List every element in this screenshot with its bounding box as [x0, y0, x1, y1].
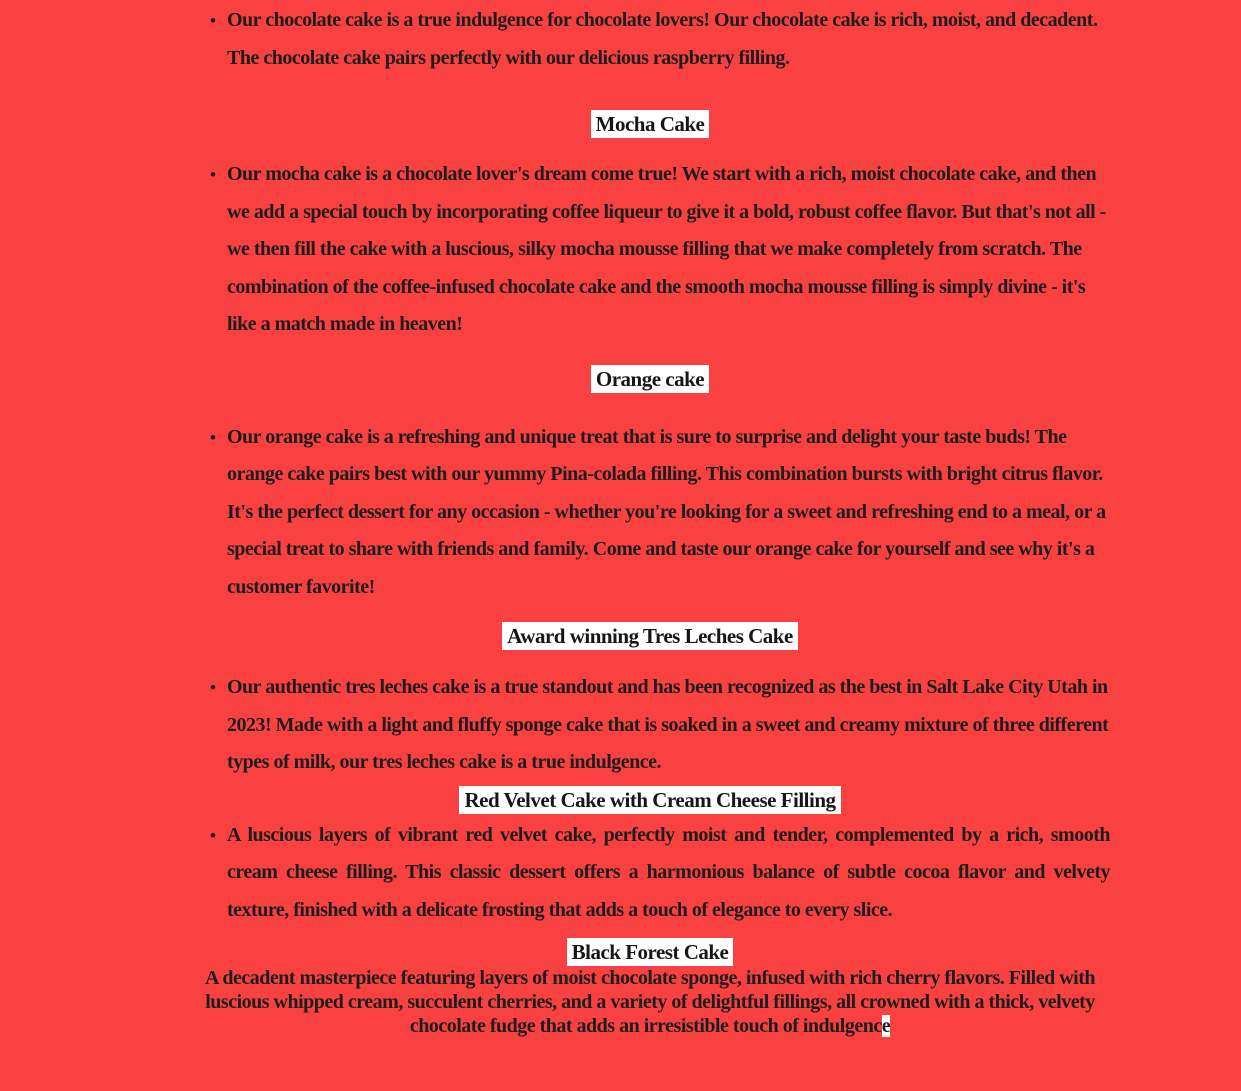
- tres-leches-cake-description: • Our authentic tres leches cake is a true standout and has been recognized as the best in Salt Lake City Utah in 2023! Made with a light and fluffy sponge cake that is soaked in a sweet and creamy mixture of three different types of milk, our tres leches cake is a true indulgence.: [227, 669, 1110, 782]
- mocha-cake-heading: [190, 113, 1110, 136]
- mocha-cake-heading-highlight: Mocha Cake: [591, 110, 710, 138]
- chocolate-cake-description: • Our chocolate cake is a true indulgence for chocolate lovers! Our chocolate cake is rich, moist, and decadent. The chocolate cake pairs perfectly with our delicious raspberry filling.: [227, 2, 1110, 77]
- black-forest-cake-heading: [190, 941, 1110, 964]
- cake-menu-content: [190, 0, 1110, 1038]
- black-forest-cake-highlighted-character: e: [881, 1015, 891, 1037]
- red-velvet-cake-heading: [190, 789, 1110, 812]
- tres-leches-cake-list: [190, 669, 1110, 782]
- orange-cake-heading-highlight: Orange cake: [591, 365, 709, 393]
- black-forest-cake-description-text: A decadent masterpiece featuring layers of moist chocolate sponge, infused with rich cherry flavors. Filled with luscious whipped cream, succulent cherries, and a variety of delightful fillings, all crowned with a thick, velvety chocolate fudge that adds an irresistible touch of indulgenc: [205, 967, 1095, 1037]
- chocolate-cake-list: [190, 2, 1110, 77]
- orange-cake-description: • Our orange cake is a refreshing and unique treat that is sure to surprise and delight your taste buds! The orange cake pairs best with our yummy Pina-colada filling. This combination bursts with bright citrus flavor. It's the perfect dessert for any occasion - whether you're looking for a sweet and refreshing end to a meal, or a special treat to share with friends and family. Come and taste our orange cake for yourself and see why it's a customer favorite!: [227, 419, 1110, 607]
- black-forest-cake-heading-highlight: Black Forest Cake: [567, 938, 734, 966]
- mocha-cake-list: [190, 156, 1110, 344]
- red-velvet-cake-description: • A luscious layers of vibrant red velvet cake, perfectly moist and tender, complemented by a rich, smooth cream cheese filling. This classic dessert offers a harmonious balance of subtle cocoa flavor and velvety texture, finished with a delicate frosting that adds a touch of elegance to every slice.: [227, 817, 1110, 930]
- mocha-cake-description: • Our mocha cake is a chocolate lover's dream come true! We start with a rich, moist chocolate cake, and then we add a special touch by incorporating coffee liqueur to give it a bold, robust coffee flavor. But that's not all - we then fill the cake with a luscious, silky mocha mousse filling that we make completely from scratch. The combination of the coffee-infused chocolate cake and the smooth mocha mousse filling is simply divine - it's like a match made in heaven!: [227, 156, 1110, 344]
- black-forest-cake-description: [190, 966, 1110, 1038]
- orange-cake-list: [190, 419, 1110, 607]
- red-velvet-cake-heading-highlight: Red Velvet Cake with Cream Cheese Filling: [459, 786, 840, 814]
- tres-leches-cake-heading-highlight: Award winning Tres Leches Cake: [502, 622, 798, 650]
- red-velvet-cake-list: [190, 817, 1110, 930]
- tres-leches-cake-heading: [190, 625, 1110, 648]
- orange-cake-heading: [190, 368, 1110, 391]
